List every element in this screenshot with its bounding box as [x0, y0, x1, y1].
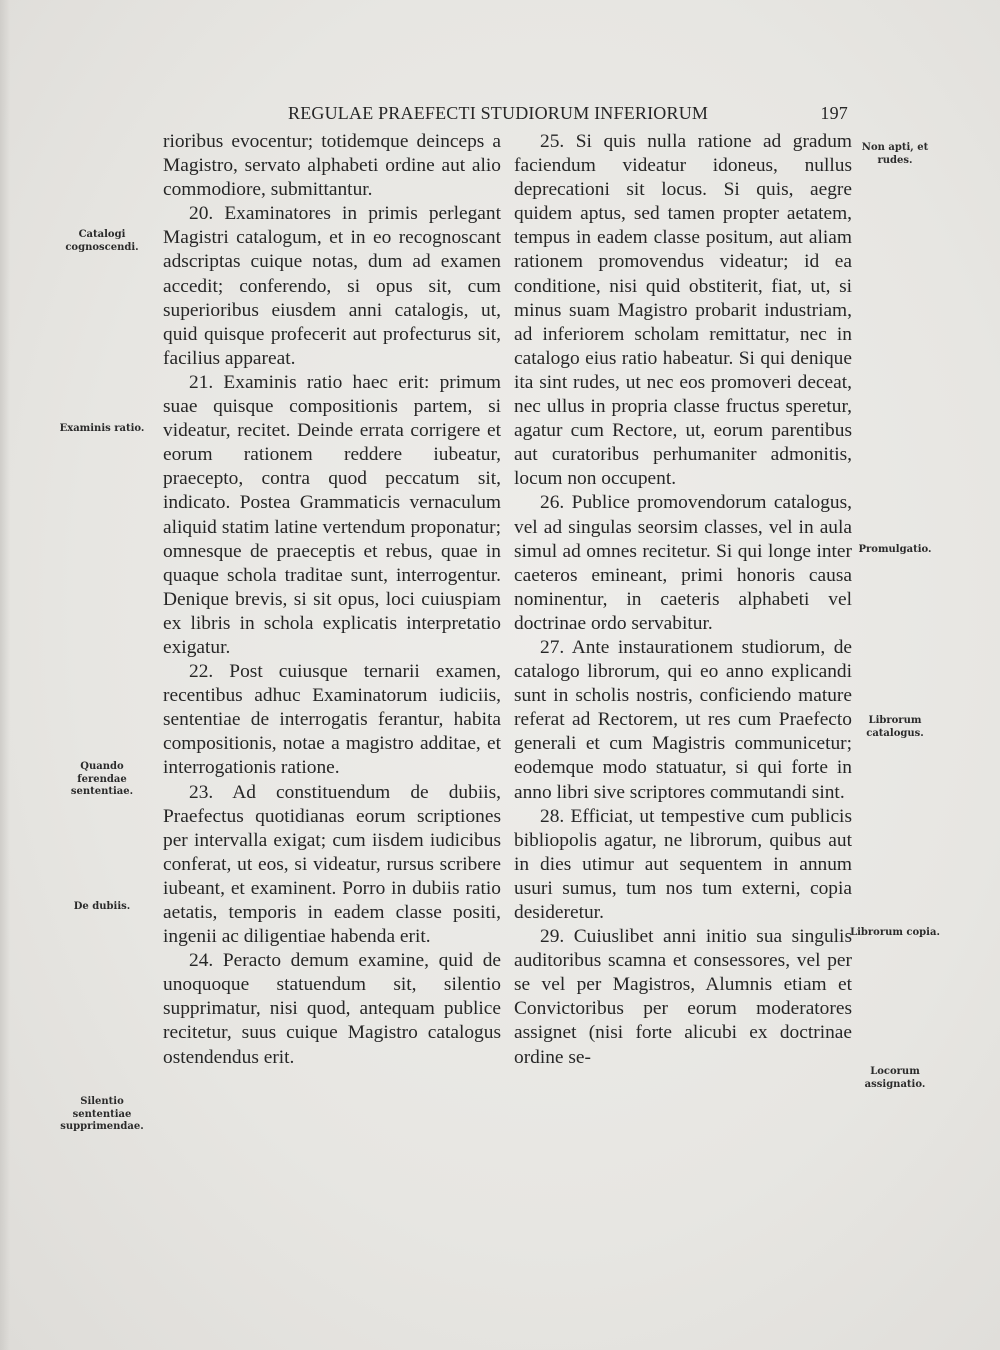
running-head — [160, 103, 850, 129]
margin-note-silentio: Silentio sententiae supprimendae. — [60, 1096, 144, 1132]
page-number: 197 — [820, 103, 848, 123]
running-title: REGULAE PRAEFECTI STUDIORUM INFERIORUM — [288, 103, 709, 123]
left-text-column — [163, 130, 501, 1070]
margin-note-librorum-catalogus: Librorum catalogus. — [866, 715, 924, 739]
paragraph-continuation: rioribus evocentur; totidemque deinceps a Magistro, servato alphabeti ordine aut alio commodiore, submittantur. — [163, 131, 501, 201]
paragraph-28: 28. Efficiat, ut tempestive cum publicis bibliopolis agatur, ne librorum, quibus aut in dies utimur aut sequentem in annum usuri sumus, tum nos tum externi, copia desideretur. — [514, 805, 852, 923]
margin-note-promulgatio: Promulgatio. — [858, 544, 932, 555]
margin-note-dubiis: De dubiis. — [73, 901, 131, 912]
margin-note-quando: Quando ferendae sententiae. — [70, 761, 134, 797]
margin-note-non-apti: Non apti, et rudes. — [861, 142, 929, 166]
paragraph-24: 24. Peracto demum examine, quid de unoquoque statuendum sit, silentio supprimatur, nisi quod, antequam publice recitetur, suus cuique Magistro catalogus ostendendus erit. — [163, 950, 501, 1068]
paragraph-21: 21. Examinis ratio haec erit: primum suae quisque compositionis partem, si videatur, recitet. Deinde errata corrigere et eorum rationem reddere iubeatur, praecepto, contra quod peccatum sit, indicato. Postea Grammaticis vernaculum aliquid statim latine vertendum proponatur; omnesque de praeceptis et rebus, quae in quaque schola traditae sunt, interrogentur. Denique brevis, si sit opus, loci cuiuspiam ex libris in schola explicatis interpretatio exigatur. — [163, 371, 501, 658]
paragraph-26: 26. Publice promovendorum catalogus, vel ad singulas seorsim classes, vel in aula simul ad omnes recitetur. Si qui longe inter caeteros emineant, primi honoris causa nominentur, in caeteris alphabeti vel doctrinae ordo servabitur. — [514, 492, 852, 634]
paragraph-20: 20. Examinatores in primis perlegant Magistri catalogum, et in eo recognoscant adscriptas cuique notas, dum ad examen accedit; conferendo, si opus sit, cum superioribus eiusdem anni catalogis, ut, quid quisque profecerit aut profecturus sit, facilius appareat. — [163, 203, 501, 369]
margin-note-catalogi: Catalogi cognoscendi. — [65, 229, 139, 253]
paragraph-22: 22. Post cuiusque ternarii examen, recentibus adhuc Examinatorum iudiciis, sententiae de interrogatis ferantur, habita compositionis, notae a magistro additae, et interrogationis ratione. — [163, 661, 501, 779]
page-edge-shadow — [0, 0, 10, 1350]
paragraph-23: 23. Ad constituendum de dubiis, Praefectus quotidianas eorum scriptiones per intervalla exigat; cum iisdem iudicibus conferat, ut eos, si videatur, rursus scribere iubeant, et examinent. Porro in dubiis ratio aetatis, temporis in eadem classe positi, ingenii ac diligentiae habenda erit. — [163, 781, 501, 948]
paragraph-29: 29. Cuiuslibet anni initio sua singulis auditoribus scamna et consessores, vel per se vel per Magistros, Alumnis etiam et Convictoribus per eorum moderatores assignet (nisi forte alicubi ex doctrinae ordine se- — [514, 926, 852, 1068]
margin-note-librorum-copia: Librorum copia. — [850, 927, 940, 938]
paragraph-25: 25. Si quis nulla ratione ad gradum faciendum videatur idoneus, nullus deprecationi sit locus. Si quis, aegre quidem aptus, sed tamen propter aetatem, tempus in eadem classe positum, aut aliam rationem promovendus videatur; id ea conditione, nisi quid obstiterit, fiat, ut, si minus suam Magistro probarit industriam, ad inferiorem scholam remittatur, nec in catalogo eius ratio habeatur. Si qui denique ita sint rudes, ut nec eos promoveri deceat, nec ullus in propria classe fructus speretur, agatur cum Rectore, ut, eorum parentibus aut curatoribus perhumaniter admonitis, locum non occupent. — [514, 131, 852, 490]
paragraph-27: 27. Ante instaurationem studiorum, de catalogo librorum, qui eo anno explicandi sunt in scholis nostris, conficiendo mature referat ad Rectorem, ut res cum Praefecto generali et cum Magistris communicetur; eodemque modo statuatur, si qui forte in anno libri sive scriptores commutandi sint. — [514, 636, 852, 803]
right-text-column — [514, 130, 852, 1070]
margin-note-examinis: Examinis ratio. — [59, 423, 145, 434]
margin-note-locorum: Locorum assignatio. — [864, 1066, 926, 1090]
